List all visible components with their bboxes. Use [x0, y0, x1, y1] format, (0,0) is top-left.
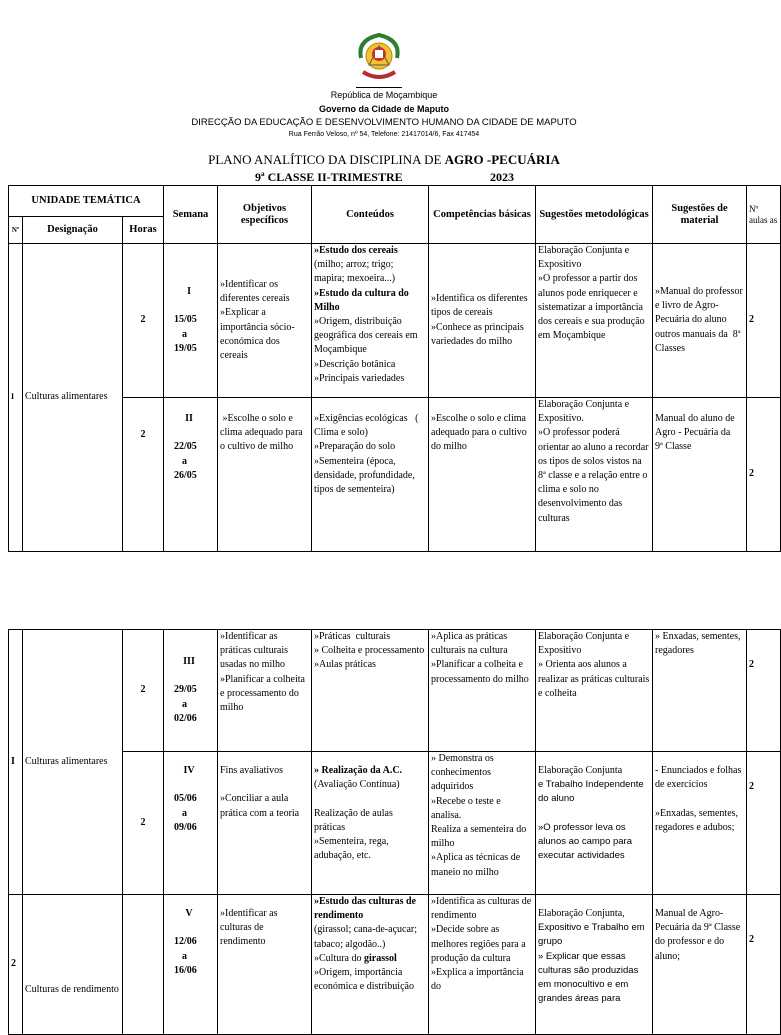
- class-count: 2: [747, 752, 781, 895]
- class-count: 2: [747, 895, 781, 1035]
- hours: 2: [123, 630, 164, 752]
- unit-number: I: [9, 244, 23, 552]
- objectives: Fins avaliativos »Conciliar a aula prática com a teoria: [218, 752, 312, 895]
- class-count: 2: [747, 630, 781, 752]
- contents: »Estudo dos cereais (milho; arroz; trigo; mapira; mexoeira...) »Estudo da cultura do Milho »Origem, distribuição geográfica dos cereais em Moçambique »Descrição botânica »Principais variedades: [312, 244, 429, 398]
- header-method: Sugestões metodológicas: [536, 186, 653, 244]
- directorate-line: DIRECÇÃO DA EDUCAÇÃO E DESENVOLVIMENTO HUMANO DA CIDADE DE MAPUTO: [191, 117, 577, 128]
- class-trimester: 9ª CLASSE II-TRIMESTRE: [255, 170, 403, 184]
- competences: » Demonstra os conhecimentos adquiridos »Recebe o teste e analisa. Realiza a sementeira do milho »Aplica as técnicas de maneio no milho: [429, 752, 536, 895]
- contents: »Práticas culturais » Colheita e processamento »Aulas práticas: [312, 630, 429, 752]
- header-unit: UNIDADE TEMÁTICA: [9, 186, 164, 217]
- header-designation: Designação: [23, 217, 123, 244]
- week-cell: I 15/05 a 19/05: [164, 244, 218, 398]
- hours: [123, 895, 164, 1035]
- objectives: »Identificar as práticas culturais usadas no milho »Planificar a colheita e processamento do milho: [218, 630, 312, 752]
- header-classes: Nº aulas as: [747, 186, 781, 244]
- material: »Manual do professor e livro de Agro-Pecuária do aluno outros manuais da 8ª Classes: [653, 244, 747, 398]
- material: - Enunciados e folhas de exercícios »Enxadas, sementes, regadores e adubos;: [653, 752, 747, 895]
- contents: » Realização da A.C. (Avaliação Contínua) Realização de aulas práticas »Sementeira, rega, adubação, etc.: [312, 752, 429, 895]
- unit-number: 2: [9, 895, 23, 1035]
- week-cell: IV 05/06 a 09/06: [164, 752, 218, 895]
- material: Manual de Agro-Pecuária da 9ª Classe do professor e do aluno;: [653, 895, 747, 1035]
- hours: 2: [123, 752, 164, 895]
- header-competences: Competências básicas: [429, 186, 536, 244]
- competences: »Aplica as práticas culturais na cultura »Planificar a colheita e processamento do milho: [429, 630, 536, 752]
- unit-designation: Culturas de rendimento: [23, 895, 123, 1035]
- week-cell: III 29/05 a 02/06: [164, 630, 218, 752]
- material: » Enxadas, sementes, regadores: [653, 630, 747, 752]
- objectives: »Identificar as culturas de rendimento: [218, 895, 312, 1035]
- header-objectives: Objetivos específicos: [218, 186, 312, 244]
- header-material: Sugestões de material: [653, 186, 747, 244]
- header-week: Semana: [164, 186, 218, 244]
- header-n: Nº: [9, 217, 23, 244]
- contents: »Estudo das culturas de rendimento (girassol; cana-de-açucar; tabaco; algodão..) »Cultura do girassol »Origem, importância económica e distribuição: [312, 895, 429, 1035]
- government-line: Governo da Cidade de Maputo: [318, 104, 449, 114]
- unit-designation: Culturas alimentares: [23, 630, 123, 895]
- contents: »Exigências ecológicas ( Clima e solo) »Preparação do solo »Sementeira (época, densidade, profundidade, tipos de sementeira): [312, 398, 429, 552]
- republic-line: República de Moçambique: [330, 90, 438, 100]
- week-cell: V 12/06 a 16/06: [164, 895, 218, 1035]
- plan-table-page-2: [8, 629, 781, 1035]
- competences: »Identifica os diferentes tipos de cereais »Conhece as principais variedades do milho: [429, 244, 536, 398]
- year: 2023: [490, 170, 514, 184]
- unit-designation: Culturas alimentares: [23, 244, 123, 552]
- class-count: 2: [747, 244, 781, 398]
- plan-table-page-1: [8, 185, 781, 552]
- hours: 2: [123, 244, 164, 398]
- objectives: »Identificar os diferentes cereais »Explicar a importância sócio-económica dos cereais: [218, 244, 312, 398]
- week-cell: II 22/05 a 26/05: [164, 398, 218, 552]
- class-count: 2: [747, 398, 781, 552]
- competences: »Identifica as culturas de rendimento »Decide sobre as melhores regiões para a produção da cultura »Explica a importância do: [429, 895, 536, 1035]
- document-title: PLANO ANALÍTICO DA DISCIPLINA DE AGRO -PECUÁRIA: [208, 152, 560, 167]
- objectives: »Escolhe o solo e clima adequado para o cultivo de milho: [218, 398, 312, 552]
- header-contents: Conteúdos: [312, 186, 429, 244]
- method: Elaboração Conjunta e Expositivo » Orienta aos alunos a realizar as práticas culturais e colheita: [536, 630, 653, 752]
- coat-of-arms-emblem: [355, 32, 403, 84]
- competences: »Escolhe o solo e clima adequado para o cultivo do milho: [429, 398, 536, 552]
- address-line: Rua Ferrão Veloso, nº 54, Telefone: 21417014/6, Fax 417454: [288, 131, 480, 138]
- method: Elaboração Conjunta, Expositivo e Trabalho em grupo » Explicar que essas culturas são produzidas em monocultivo e em grandes áreas para: [536, 895, 653, 1035]
- material: Manual do aluno de Agro - Pecuária da 9ª Classe: [653, 398, 747, 552]
- method: Elaboração Conjunta e Expositivo »O professor a partir dos alunos pode enriquecer e sistematizar a importância dos cereais e sua produção em Moçambique: [536, 244, 653, 398]
- method: Elaboração Conjunta e Expositivo. »O professor poderá orientar ao aluno a recordar os tipos de solos vistos na 8ª classe e a relação entre o clima e solo no desenvolvimento das culturas: [536, 398, 653, 552]
- unit-number: I: [9, 630, 23, 895]
- header-hours: Horas: [123, 217, 164, 244]
- method: Elaboração Conjunta e Trabalho Independente do aluno »O professor leva os alunos ao campo para executar actividades: [536, 752, 653, 895]
- hours: 2: [123, 398, 164, 552]
